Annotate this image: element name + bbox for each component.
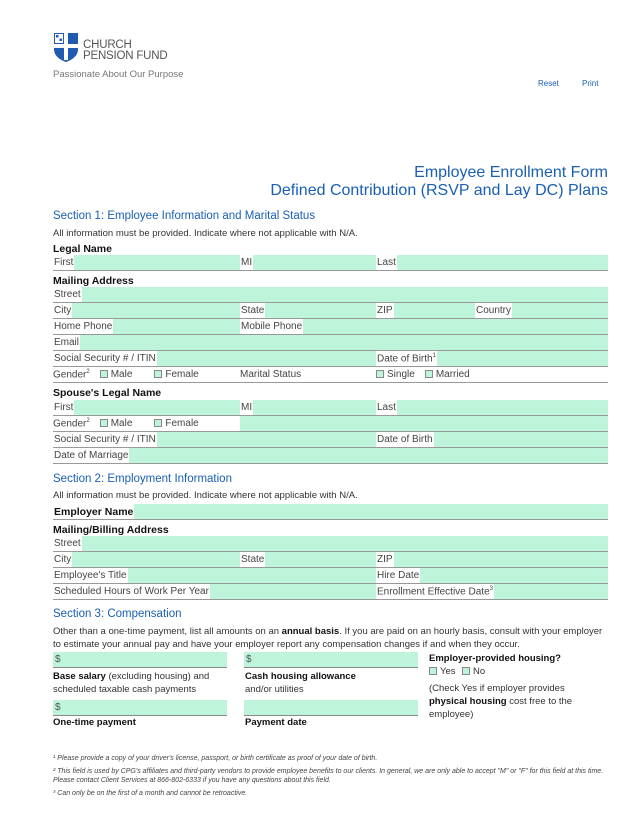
state-field[interactable] bbox=[265, 303, 376, 318]
mobile-phone-field[interactable] bbox=[303, 319, 608, 334]
state-label: State bbox=[241, 305, 265, 316]
first-label: First bbox=[54, 257, 74, 268]
billing-state-label: State bbox=[241, 554, 265, 565]
spouse-dob-label: Date of Birth bbox=[377, 434, 433, 445]
country-label: Country bbox=[476, 305, 512, 316]
billing-street-field[interactable] bbox=[82, 536, 608, 551]
hours-label: Scheduled Hours of Work Per Year bbox=[54, 586, 209, 597]
male-checkbox[interactable]: Male bbox=[100, 367, 133, 382]
spouse-gender-label: Gender$^2$ bbox=[53, 418, 90, 430]
home-phone-label: Home Phone bbox=[54, 321, 113, 332]
effective-date-field[interactable] bbox=[494, 584, 608, 599]
base-salary-field[interactable]: $ bbox=[53, 652, 227, 668]
form-subtitle: Defined Contribution (RSVP and Lay DC) Plans bbox=[270, 182, 608, 199]
tagline: Passionate About Our Purpose bbox=[53, 69, 184, 80]
billing-zip-label: ZIP bbox=[377, 554, 393, 565]
gender-label: Gender$^2$ bbox=[53, 369, 90, 381]
zip-field[interactable] bbox=[394, 303, 475, 318]
spouse-mi-label: MI bbox=[241, 402, 253, 413]
spouse-ssn-field[interactable] bbox=[157, 432, 376, 447]
employer-name-label: Employer Name bbox=[54, 506, 134, 518]
ssn-field[interactable] bbox=[157, 351, 376, 366]
spouse-last-label: Last bbox=[377, 402, 396, 413]
housing-allowance-label: Cash housing allowance and/or utilities bbox=[245, 671, 356, 695]
section2-intro: All information must be provided. Indicate where not applicable with N/A. bbox=[53, 490, 358, 501]
housing-yes-checkbox[interactable]: Yes bbox=[429, 666, 456, 677]
city-field[interactable] bbox=[72, 303, 240, 318]
section3-intro: Other than a one-time payment, list all amounts on an annual basis. If you are paid on an hourly basis, consult with your employer to estimate your annual pay and have your employer report any compensation changes if and when they occur. bbox=[53, 626, 603, 650]
last-label: Last bbox=[377, 257, 396, 268]
home-phone-field[interactable] bbox=[113, 319, 240, 334]
spouse-male-checkbox[interactable]: Male bbox=[100, 416, 133, 431]
billing-address-label: Mailing/Billing Address bbox=[53, 524, 169, 536]
footnote-3: ³ Can only be on the first of a month and cannot be retroactive. bbox=[53, 790, 248, 797]
hire-date-field[interactable] bbox=[420, 568, 608, 583]
female-checkbox[interactable]: Female bbox=[154, 367, 198, 382]
single-checkbox[interactable]: Single bbox=[376, 367, 415, 382]
payment-date-field[interactable] bbox=[244, 700, 418, 716]
mobile-phone-label: Mobile Phone bbox=[241, 321, 303, 332]
housing-note: (Check Yes if employer provides physical housing cost free to the employee) bbox=[429, 683, 573, 720]
form-title: Employee Enrollment Form bbox=[414, 164, 608, 181]
spouse-ssn-label: Social Security # / ITIN bbox=[54, 434, 156, 445]
billing-street-label: Street bbox=[54, 538, 81, 549]
housing-no-checkbox[interactable]: No bbox=[462, 666, 485, 677]
dob-field[interactable] bbox=[437, 351, 608, 366]
spouse-last-field[interactable] bbox=[397, 400, 608, 415]
country-field[interactable] bbox=[512, 303, 608, 318]
shield-cross-icon bbox=[53, 32, 79, 62]
print-link[interactable]: Print bbox=[582, 79, 599, 88]
last-name-field[interactable] bbox=[397, 255, 608, 270]
marriage-date-label: Date of Marriage bbox=[54, 450, 129, 461]
reset-link[interactable]: Reset bbox=[538, 79, 559, 88]
mi-label: MI bbox=[241, 257, 253, 268]
zip-label: ZIP bbox=[377, 305, 393, 316]
billing-zip-field[interactable] bbox=[394, 552, 608, 567]
legal-name-label: Legal Name bbox=[53, 243, 112, 255]
spouse-name-label: Spouse's Legal Name bbox=[53, 387, 162, 399]
street-field[interactable] bbox=[82, 287, 608, 302]
spouse-first-label: First bbox=[54, 402, 74, 413]
section3-heading: Section 3: Compensation bbox=[53, 608, 182, 620]
payment-date-label: Payment date bbox=[245, 717, 307, 728]
billing-city-label: City bbox=[54, 554, 72, 565]
section2-heading: Section 2: Employment Information bbox=[53, 473, 232, 485]
housing-allowance-field[interactable]: $ bbox=[244, 652, 418, 668]
one-time-payment-field[interactable]: $ bbox=[53, 700, 227, 716]
effective-date-label: Enrollment Effective Date$^3$ bbox=[377, 586, 493, 598]
one-time-payment-label: One-time payment bbox=[53, 717, 136, 728]
employer-name-field[interactable] bbox=[134, 504, 608, 519]
spouse-first-field[interactable] bbox=[74, 400, 240, 415]
billing-city-field[interactable] bbox=[72, 552, 240, 567]
hire-date-label: Hire Date bbox=[377, 570, 420, 581]
marriage-date-field[interactable] bbox=[129, 448, 608, 463]
mailing-address-label: Mailing Address bbox=[53, 275, 134, 287]
logo-text: CHURCH PENSION FUND bbox=[83, 39, 168, 62]
email-label: Email bbox=[54, 337, 80, 348]
employee-title-label: Employee's Title bbox=[54, 570, 127, 581]
ssn-label: Social Security # / ITIN bbox=[54, 353, 156, 364]
city-label: City bbox=[54, 305, 72, 316]
base-salary-label: Base salary (excluding housing) and scheduled taxable cash payments bbox=[53, 671, 210, 695]
footnote-2: ² This field is used by CPG's affiliates and third-party vendors to provide employee benefits to our clients. In general, we are only able to accept "M" or "F" for this field at this time. Please contact Client Services at 866-802-6333 if you have any questions about this field. bbox=[53, 768, 604, 784]
spouse-female-checkbox[interactable]: Female bbox=[154, 416, 198, 431]
first-name-field[interactable] bbox=[74, 255, 240, 270]
footnote-1: ¹ Please provide a copy of your driver's license, passport, or birth certificate as proof of your date of birth. bbox=[53, 755, 378, 762]
marital-status-label: Marital Status bbox=[240, 369, 302, 380]
spouse-gender-fill bbox=[240, 416, 608, 431]
street-label: Street bbox=[54, 289, 81, 300]
employee-title-field[interactable] bbox=[128, 568, 377, 583]
email-field[interactable] bbox=[80, 335, 608, 350]
spouse-dob-field[interactable] bbox=[434, 432, 608, 447]
billing-state-field[interactable] bbox=[265, 552, 376, 567]
married-checkbox[interactable]: Married bbox=[425, 367, 470, 382]
hours-field[interactable] bbox=[210, 584, 376, 599]
housing-question: Employer-provided housing? bbox=[429, 653, 561, 664]
section1-intro: All information must be provided. Indicate where not applicable with N/A. bbox=[53, 228, 358, 239]
section1-heading: Section 1: Employee Information and Marital Status bbox=[53, 210, 316, 222]
mi-field[interactable] bbox=[253, 255, 376, 270]
dob-label: Date of Birth$^1$ bbox=[377, 353, 436, 365]
spouse-mi-field[interactable] bbox=[253, 400, 376, 415]
legal-name-row bbox=[53, 255, 608, 271]
